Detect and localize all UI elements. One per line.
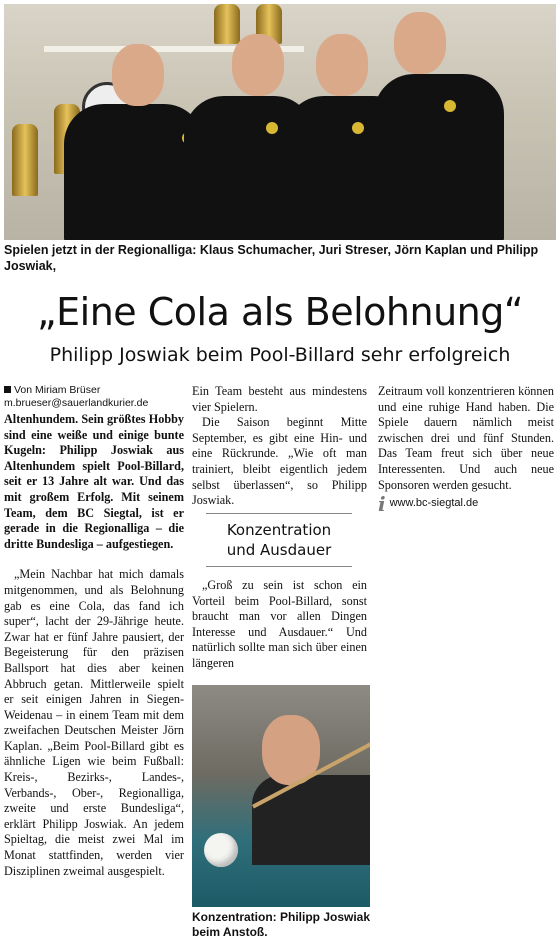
- trophy-icon: [214, 4, 240, 44]
- player-head: [232, 34, 284, 96]
- body-paragraph: „Groß zu sein ist schon ein Vorteil beim Pool-Billard, sonst braucht man vor allen Dingen Interesse und Ausdauer.“ Und natürlich sollte man sich über einen längeren: [192, 578, 367, 670]
- body-paragraph: Die Saison beginnt Mitte September, es gibt eine Hin- und eine Rückrunde. „Wie oft man trainiert, bleibt eigentlich jedem selbst überlassen“, so Philipp Joswiak.: [192, 415, 367, 508]
- trophy-icon: [12, 124, 38, 196]
- club-logo-icon: [444, 100, 456, 112]
- body-paragraph: Ein Team besteht aus mindestens vier Spielern.: [192, 384, 367, 414]
- column-3: [378, 384, 554, 517]
- player-head: [394, 12, 446, 74]
- player-head: [112, 44, 164, 106]
- billiard-photo: [192, 685, 370, 907]
- player-shirt: [252, 775, 370, 865]
- team-photo: [4, 4, 556, 240]
- column-1: [4, 384, 184, 879]
- info-line: [378, 492, 554, 517]
- top-photo-caption: Spielen jetzt in der Regionalliga: Klaus Schumacher, Juri Streser, Jörn Kaplan und Philipp Joswiak,: [4, 243, 539, 273]
- player-head: [316, 34, 368, 96]
- author-name: Von Miriam Brüser: [14, 384, 101, 396]
- subheading-line: und Ausdauer: [226, 541, 332, 559]
- subheading-line: Konzentration: [226, 521, 332, 539]
- byline-square-icon: [4, 386, 11, 393]
- player-figure: [374, 74, 504, 240]
- club-logo-icon: [266, 122, 278, 134]
- subheadline: Philipp Joswiak beim Pool-Billard sehr erfolgreich: [49, 344, 511, 366]
- player-figure: [64, 104, 204, 240]
- cue-ball-icon: [204, 833, 238, 867]
- column-2: [192, 384, 367, 509]
- lead-paragraph: Altenhundem. Sein größtes Hobby sind eine weiße und einige bunte Kugeln: Philipp Joswiak aus Altenhundem spielt Pool-Billard, seit er 13 Jahre alt war. Und das mit großem Erfolg. Mit seinem Team, dem BC Siegtal, ist er gerade in die Regionalliga – die dritte Bundesliga – aufgestiegen.: [4, 412, 184, 551]
- headline: „Eine Cola als Belohnung“: [36, 290, 524, 334]
- column-2-continued: [192, 578, 367, 672]
- website-link[interactable]: www.bc-siegtal.de: [389, 497, 479, 510]
- info-icon: i: [378, 492, 386, 517]
- author-email: m.brueser@sauerlandkurier.de: [4, 397, 149, 409]
- subheading-box: [206, 513, 352, 567]
- body-paragraph: „Mein Nachbar hat mich damals mitgenommen, und als Belohnung gab es eine Cola, das fand ich super“, lacht der 29-Jährige heute. Zwar hat er fünf Jahre pausiert, der Begeisterung für den präzisen Ballsport hat dies aber keinen Abbruch getan. Mittlerweile spielt er seit einigen Jahren in Siegen-Weidenau – in einem Team mit dem zweifachen Deutschen Meister Jörn Kaplan. „Beim Pool-Billard gibt es ähnliche Ligen wie beim Fußball: Kreis-, Bezirks-, Landes-, Verbands-, Ober-, Regionalliga, zweite und erste Bundesliga“, erklärt Philipp Joswiak. An jedem Spieltag, die meist zwei Mal im Monat stattfinden, werden vier Disziplinen zweimal ausgespielt.: [4, 567, 184, 878]
- bottom-photo-caption: Konzentration: Philipp Joswiak beim Anstoß.: [192, 910, 371, 939]
- club-logo-icon: [352, 122, 364, 134]
- author-byline: [4, 384, 184, 410]
- body-paragraph: Zeitraum voll konzentrieren können und eine ruhige Hand haben. Die Spiele dauern nämlich meist zwischen drei und fünf Stunden. Das Team freut sich über neue Interessenten. Und auch neue Sponsoren werden gesucht.: [378, 384, 554, 492]
